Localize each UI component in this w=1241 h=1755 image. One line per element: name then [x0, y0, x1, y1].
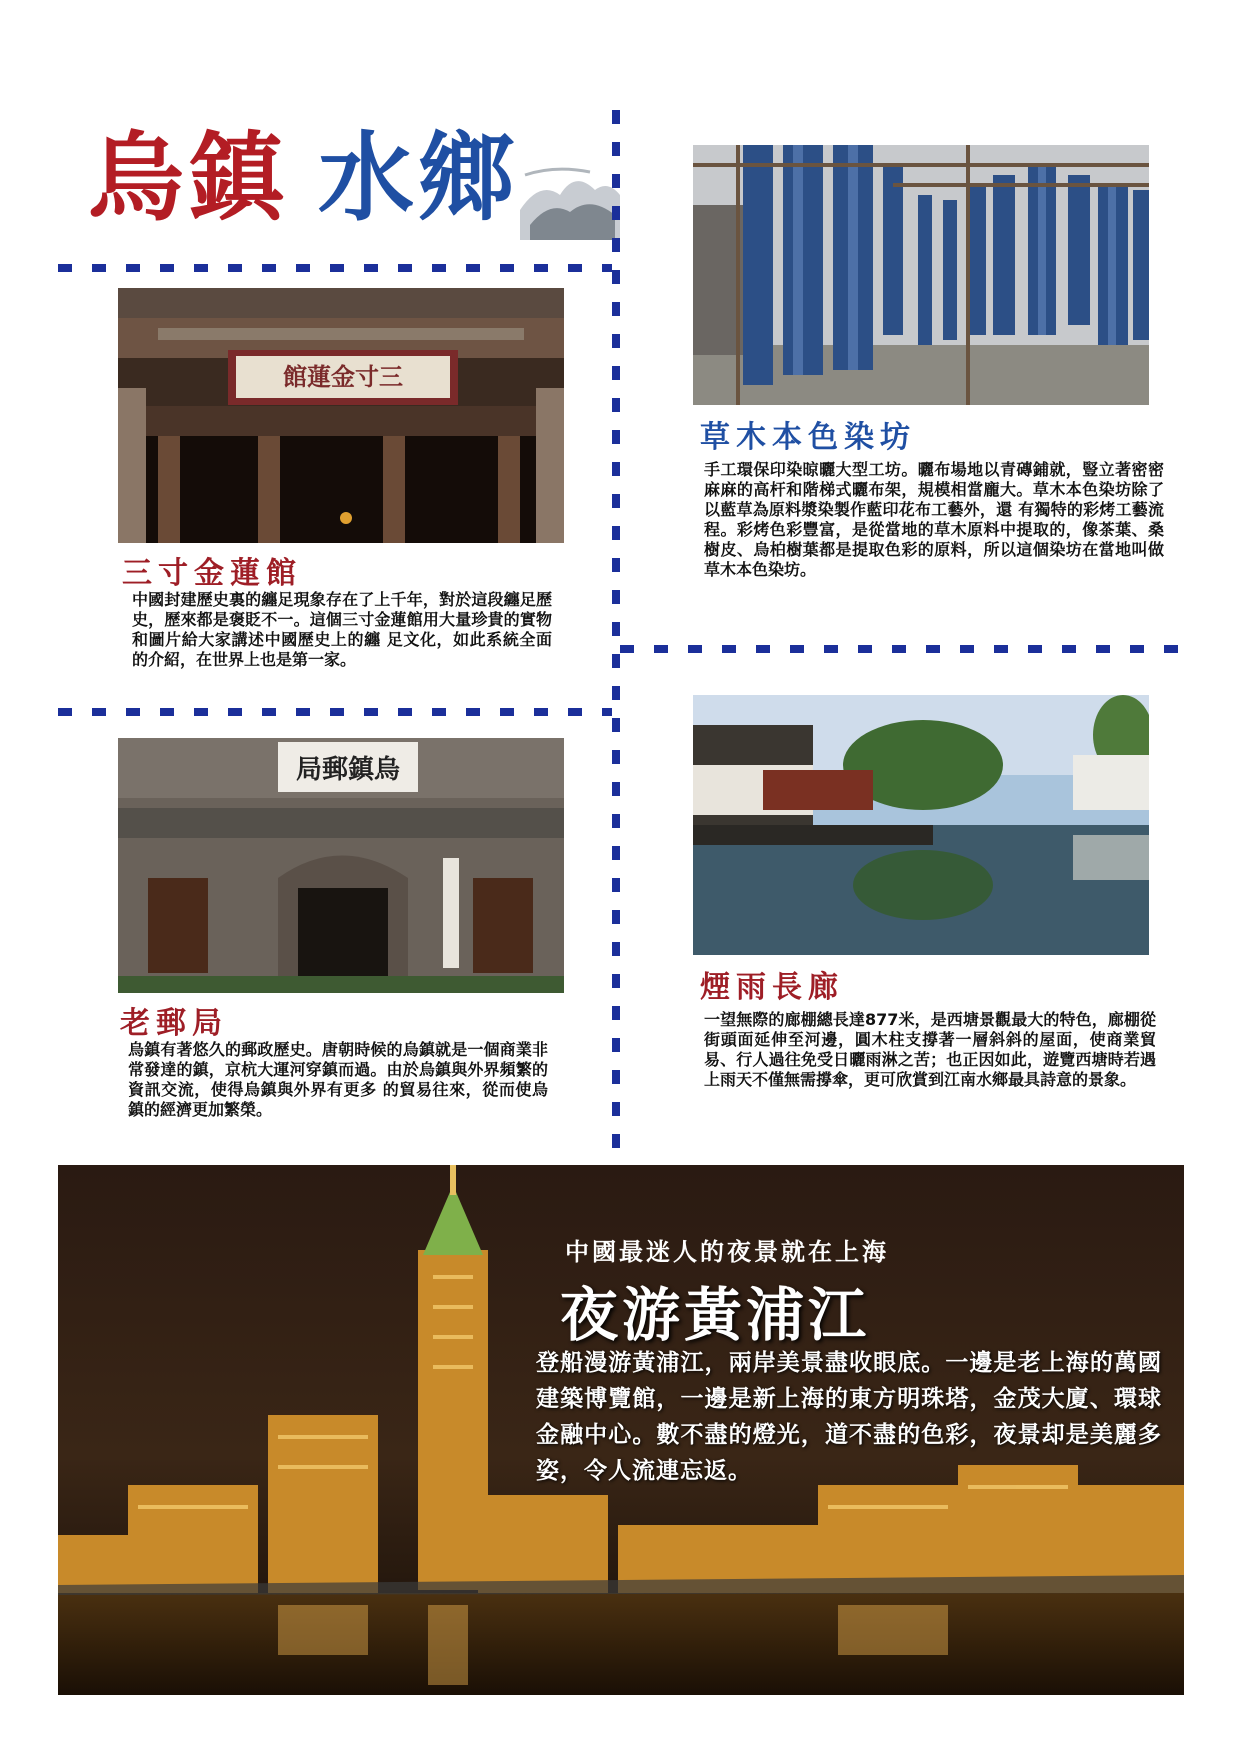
section-title-dye-workshop: 草木本色染坊 — [700, 420, 916, 455]
center-divider — [612, 110, 620, 1160]
section-title-post-office: 老郵局 — [120, 1006, 228, 1041]
section-title-sancun: 三寸金蓮館 — [122, 556, 302, 591]
title-shuixiang: 水鄉 — [318, 121, 518, 234]
photo-misty-corridor — [693, 695, 1149, 955]
section-body-post-office: 烏鎮有著悠久的郵政歷史。唐朝時候的烏鎮就是一個商業非常發達的鎮，京杭大運河穿鎮而過。由於烏鎮與外界頻繁的資訊交流，使得烏鎮與外界有更多 的貿易往來，從而使烏鎮的經濟更加繁榮。 — [128, 1040, 548, 1119]
hall-sign-text: 館蓮金寸三 — [283, 362, 403, 391]
page-title — [88, 121, 518, 234]
ink-mountain-decoration — [520, 150, 620, 240]
section-title-misty-corridor: 煙雨長廊 — [700, 970, 844, 1005]
divider-top-left — [58, 264, 612, 272]
divider-mid-right — [620, 645, 1180, 653]
divider-mid-left — [58, 708, 612, 716]
section-body-dye-workshop: 手工環保印染晾曬大型工坊。曬布場地以青磚鋪就，豎立著密密麻麻的高杆和階梯式曬布架，規模相當龐大。草木本色染坊除了以藍草為原料漿染製作藍印花布工藝外，還 有獨特的彩烤工藝流程。彩烤色彩豐富，是從當地的草木原料中提取的，像茶葉、桑樹皮、烏柏樹葉都是提取色彩的原料，所以這個染坊在當地叫做草木本色染坊。 — [704, 460, 1164, 579]
night-body: 登船漫游黃浦江，兩岸美景盡收眼底。一邊是老上海的萬國建築博覽館，一邊是新上海的東方明珠塔，金茂大廈、環球金融中心。數不盡的燈光，道不盡的色彩，夜景却是美麗多姿，令人流連忘返。 — [536, 1349, 1162, 1484]
post-office-sign-text: 局郵鎮烏 — [295, 755, 401, 785]
night-subtitle: 中國最迷人的夜景就在上海 — [565, 1237, 889, 1266]
photo-old-post-office — [118, 738, 564, 993]
photo-sancun-jinlian-hall — [118, 288, 564, 543]
photo-dye-workshop — [693, 145, 1149, 405]
title-wuzhen: 烏鎮 — [88, 121, 288, 234]
section-body-sancun: 中國封建歷史裏的纏足現象存在了上千年，對於這段纏足歷史，歷來都是褒貶不一。這個三寸金蓮館用大量珍貴的實物和圖片給大家講述中國歷史上的纏 足文化，如此系統全面的介紹，在世界上也是第一家。 — [132, 590, 552, 669]
section-body-misty-corridor: 一望無際的廊棚總長達877米，是西塘景觀最大的特色，廊棚從街頭面延伸至河邊，圓木柱支撐著一層斜斜的屋面，使商業貿易、行人過往免受日曬雨淋之苦；也正因如此，遊覽西塘時若遇上雨天不僅無需撐傘，更可欣賞到江南水鄉最具詩意的景象。 — [704, 1010, 1156, 1089]
night-title: 夜游黃浦江 — [560, 1281, 871, 1349]
